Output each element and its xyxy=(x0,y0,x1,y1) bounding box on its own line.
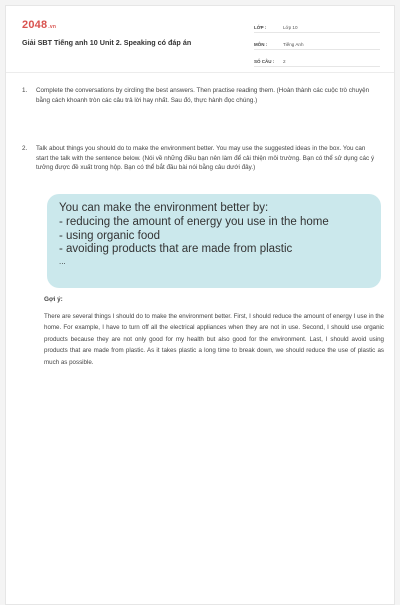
logo-text: 2048 xyxy=(22,19,48,31)
meta-info-table xyxy=(254,20,380,71)
question-text: Complete the conversations by circling the best answers. Then practise reading them. (Hoàn thành các cuộc trò chuyện bằng cách khoanh tròn các câu trả lời hay nhất. Sau đó, thực hành đọc chúng.) xyxy=(36,87,370,104)
idea-item: - using organic food xyxy=(59,229,161,242)
meta-value-question-count: 2 xyxy=(283,59,286,64)
hint-label: Gợi ý: xyxy=(44,296,63,303)
idea-box-intro: You can make the environment better by: xyxy=(59,202,269,214)
logo-suffix: .vn xyxy=(48,24,57,30)
hint-answer-text: There are several things I should do to make the environment better. First, I should reduce the amount of energy I use in the home. For example, I have to turn off all the electrical appliances when they are not in use. Second, I should use organic products because they are not only good for my health but also good for the environment. Last, I should avoid using products that are made from plastic. As it takes plastic a long time to break down, we should reduce the use of plastic as much as possible. xyxy=(44,313,384,366)
idea-item: - reducing the amount of energy you use in the home xyxy=(59,215,329,228)
document-page xyxy=(5,5,395,605)
meta-value-class: Lớp 10 xyxy=(283,25,298,30)
question-number: 2. xyxy=(22,145,28,152)
meta-row-class xyxy=(254,20,380,33)
document-title: Giải SBT Tiếng anh 10 Unit 2. Speaking có đáp án xyxy=(22,38,192,47)
question-number: 1. xyxy=(22,87,28,94)
meta-label-subject: MÔN : xyxy=(254,42,268,47)
page-header xyxy=(6,6,394,68)
meta-label-class: LỚP : xyxy=(254,25,267,30)
idea-item: - avoiding products that are made from plastic xyxy=(59,243,293,256)
meta-label-question-count: SỐ CÂU : xyxy=(254,59,275,64)
meta-row-question-count xyxy=(254,54,380,67)
suggested-ideas-box xyxy=(47,194,381,288)
idea-box-ellipsis: ... xyxy=(59,257,66,267)
header-divider xyxy=(6,72,394,73)
question-text: Talk about things you should do to make the environment better. You may use the suggested ideas in the box. You can start the talk with the sentence below. (Nói về những điều bạn nên làm để cải thiện môi trường. Bạn có thể sử dụng các ý tưởng được đề xuất trong hộp. Bạn có thể bắt đầu bài nói bằng câu dưới đây.) xyxy=(36,145,375,171)
meta-row-subject xyxy=(254,37,380,50)
meta-value-subject: Tiếng Anh xyxy=(283,42,304,47)
site-logo[interactable] xyxy=(22,19,56,31)
